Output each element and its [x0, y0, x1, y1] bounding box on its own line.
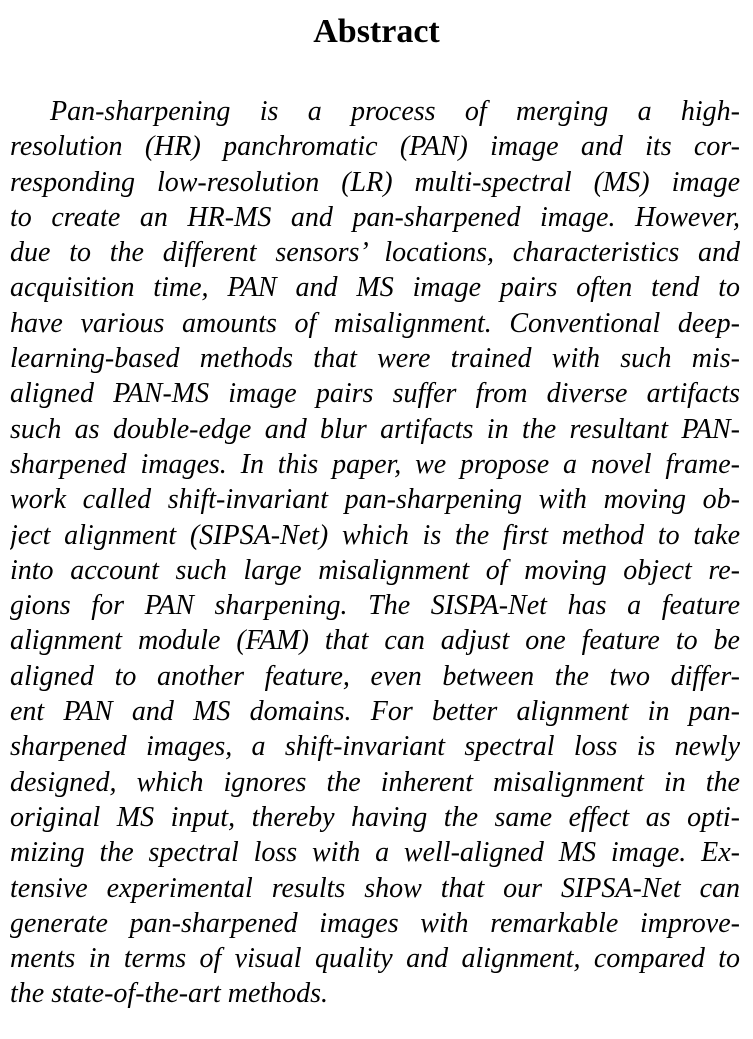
abstract-line: aligned PAN-MS image pairs suffer from diverse artifacts	[10, 378, 740, 410]
abstract-line: mizing the spectral loss with a well-aligned MS image. Ex-	[10, 837, 740, 869]
abstract-title: Abstract	[313, 13, 440, 50]
abstract-line: designed, which ignores the inherent misalignment in the	[10, 766, 740, 798]
abstract-line: such as double-edge and blur artifacts in the resultant PAN-	[10, 413, 740, 445]
abstract-line: have various amounts of misalignment. Conventional deep-	[10, 307, 740, 339]
abstract-line: responding low-resolution (LR) multi-spectral (MS) image	[10, 166, 740, 198]
abstract-line: work called shift-invariant pan-sharpening with moving ob-	[10, 484, 740, 516]
abstract-line: gions for PAN sharpening. The SISPA-Net has a feature	[10, 590, 740, 622]
abstract-line: sharpened images. In this paper, we propose a novel frame-	[10, 448, 740, 480]
abstract-line: due to the different sensors’ locations, characteristics and	[10, 237, 740, 269]
abstract-line: sharpened images, a shift-invariant spectral loss is newly	[10, 731, 740, 763]
abstract-line: generate pan-sharpened images with remarkable improve-	[10, 907, 740, 939]
abstract-line: acquisition time, PAN and MS image pairs often tend to	[10, 272, 740, 304]
abstract-line: the state-of-the-art methods.	[10, 978, 329, 1010]
abstract-line: ent PAN and MS domains. For better alignment in pan-	[10, 696, 740, 728]
abstract-body	[0, 94, 753, 1012]
abstract-line: ments in terms of visual quality and alignment, compared to	[10, 943, 740, 975]
abstract-line: alignment module (FAM) that can adjust one feature to be	[10, 625, 740, 657]
abstract-line: aligned to another feature, even between the two differ-	[10, 660, 740, 692]
abstract-line: ject alignment (SIPSA-Net) which is the first method to take	[10, 519, 740, 551]
abstract-line: tensive experimental results show that our SIPSA-Net can	[10, 872, 740, 904]
abstract-line: learning-based methods that were trained with such mis-	[10, 343, 740, 375]
abstract-line: Pan-sharpening is a process of merging a high-	[50, 96, 740, 127]
abstract-line: resolution (HR) panchromatic (PAN) image and its cor-	[10, 131, 740, 163]
abstract-line: original MS input, thereby having the same effect as opti-	[10, 801, 740, 833]
abstract-line: into account such large misalignment of moving object re-	[10, 554, 740, 586]
abstract-line: to create an HR-MS and pan-sharpened image. However,	[10, 201, 740, 233]
